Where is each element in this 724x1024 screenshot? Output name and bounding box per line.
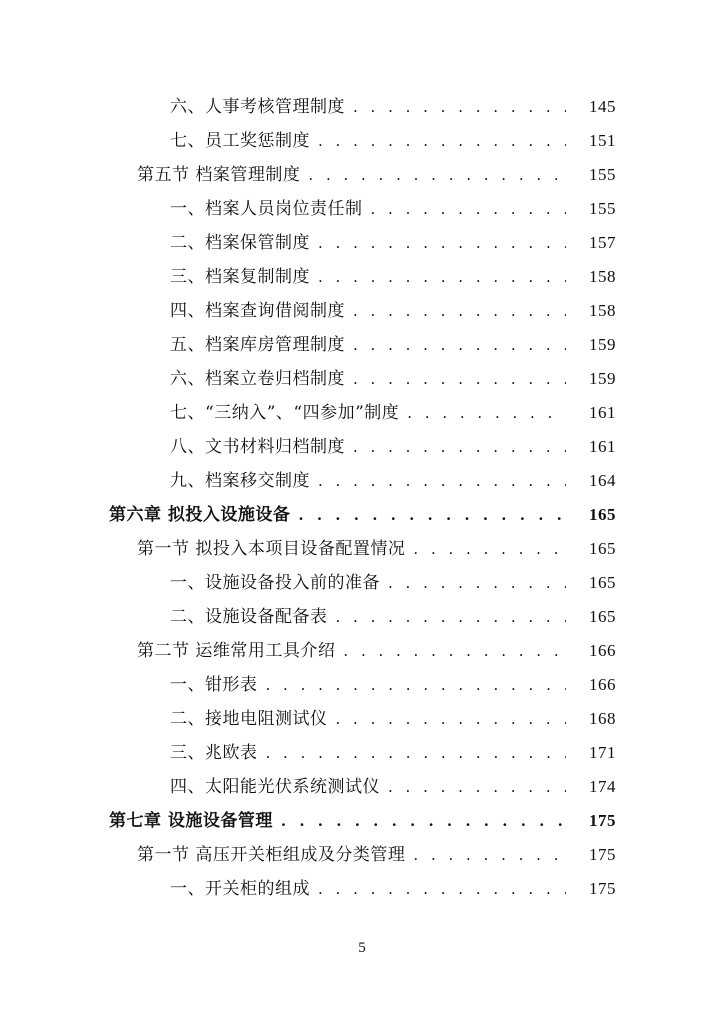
- toc-entry-item[interactable]: [0, 770, 724, 804]
- toc-entry-page-number: 159: [589, 335, 616, 354]
- dot-leader: [388, 566, 566, 600]
- toc-entry-label: 第二节 运维常用工具介绍: [137, 641, 336, 661]
- toc-entry-page-number: 165: [589, 573, 616, 592]
- toc-entry-page-number: 174: [589, 777, 616, 796]
- toc-entry-item[interactable]: [0, 226, 724, 260]
- toc-entry-item[interactable]: [0, 872, 724, 906]
- dot-leader: [298, 498, 566, 532]
- dot-leader: [353, 328, 566, 362]
- dot-leader: [308, 158, 566, 192]
- dot-leader: [318, 226, 566, 260]
- dot-leader: [281, 804, 566, 838]
- toc-entry-page-number: 166: [589, 641, 616, 660]
- toc-entry-page-number: 175: [589, 811, 616, 830]
- toc-entry-label: 第七章 设施设备管理: [109, 811, 273, 831]
- toc-entry-item[interactable]: [0, 600, 724, 634]
- toc-entry-label: 四、太阳能光伏系统测试仪: [170, 777, 380, 797]
- toc-entry-label: 七、“三纳入”、“四参加”制度: [170, 403, 400, 423]
- dot-leader: [266, 668, 567, 702]
- dot-leader: [388, 770, 566, 804]
- toc-entry-item[interactable]: [0, 396, 724, 430]
- toc-entry-item[interactable]: [0, 124, 724, 158]
- toc-entry-page-number: 171: [589, 743, 616, 762]
- toc-entry-label: 五、档案库房管理制度: [170, 335, 345, 355]
- toc-entry-item[interactable]: [0, 294, 724, 328]
- toc-entry-label: 第一节 高压开关柜组成及分类管理: [137, 845, 406, 865]
- dot-leader: [318, 124, 566, 158]
- toc-entry-label: 二、设施设备配备表: [170, 607, 328, 627]
- toc-entry-section[interactable]: [0, 158, 724, 192]
- toc-entry-item[interactable]: [0, 260, 724, 294]
- toc-entry-item[interactable]: [0, 668, 724, 702]
- page-number: 5: [358, 940, 366, 956]
- dot-leader: [318, 260, 566, 294]
- toc-entry-label: 七、员工奖惩制度: [170, 131, 310, 151]
- toc-entry-page-number: 145: [589, 97, 616, 116]
- toc-entry-page-number: 157: [589, 233, 616, 252]
- toc-entry-section[interactable]: [0, 838, 724, 872]
- toc-entry-page-number: 161: [589, 437, 616, 456]
- toc-entry-label: 第五节 档案管理制度: [137, 165, 301, 185]
- toc-entry-item[interactable]: [0, 566, 724, 600]
- dot-leader: [353, 362, 566, 396]
- dot-leader: [336, 702, 567, 736]
- toc-entry-chapter[interactable]: [0, 498, 724, 532]
- toc-entry-item[interactable]: [0, 362, 724, 396]
- toc-entry-page-number: 151: [589, 131, 616, 150]
- dot-leader: [318, 464, 566, 498]
- toc-entry-chapter[interactable]: [0, 804, 724, 838]
- toc-entry-page-number: 158: [589, 301, 616, 320]
- toc-entry-page-number: 164: [589, 471, 616, 490]
- toc-entry-page-number: 155: [589, 199, 616, 218]
- toc-entry-label: 三、兆欧表: [170, 743, 258, 763]
- dot-leader: [353, 430, 566, 464]
- toc-entry-label: 第六章 拟投入设施设备: [109, 505, 291, 525]
- toc-entry-label: 一、开关柜的组成: [170, 879, 310, 899]
- dot-leader: [353, 294, 566, 328]
- dot-leader: [336, 600, 567, 634]
- toc-entry-item[interactable]: [0, 328, 724, 362]
- toc-entry-item[interactable]: [0, 736, 724, 770]
- dot-leader: [318, 872, 566, 906]
- toc-entry-label: 六、人事考核管理制度: [170, 97, 345, 117]
- toc-entry-item[interactable]: [0, 430, 724, 464]
- toc-entry-page-number: 168: [589, 709, 616, 728]
- toc-entry-label: 一、钳形表: [170, 675, 258, 695]
- toc-entry-page-number: 165: [589, 505, 616, 524]
- toc-entry-page-number: 166: [589, 675, 616, 694]
- toc-entry-item[interactable]: [0, 464, 724, 498]
- toc-entry-label: 九、档案移交制度: [170, 471, 310, 491]
- dot-leader: [371, 192, 567, 226]
- toc-entry-page-number: 165: [589, 607, 616, 626]
- toc-entry-page-number: 159: [589, 369, 616, 388]
- toc-entry-page-number: 175: [589, 845, 616, 864]
- toc-entry-item[interactable]: [0, 702, 724, 736]
- dot-leader: [413, 532, 566, 566]
- table-of-contents: [0, 90, 724, 906]
- toc-entry-label: 一、档案人员岗位责任制: [170, 199, 363, 219]
- dot-leader: [266, 736, 567, 770]
- toc-entry-label: 四、档案查询借阅制度: [170, 301, 345, 321]
- toc-entry-page-number: 158: [589, 267, 616, 286]
- toc-entry-section[interactable]: [0, 634, 724, 668]
- toc-entry-section[interactable]: [0, 532, 724, 566]
- toc-entry-item[interactable]: [0, 192, 724, 226]
- toc-entry-page-number: 175: [589, 879, 616, 898]
- dot-leader: [407, 396, 566, 430]
- toc-entry-page-number: 165: [589, 539, 616, 558]
- toc-entry-label: 八、文书材料归档制度: [170, 437, 345, 457]
- toc-entry-item[interactable]: [0, 90, 724, 124]
- toc-entry-label: 二、接地电阻测试仪: [170, 709, 328, 729]
- toc-entry-label: 二、档案保管制度: [170, 233, 310, 253]
- toc-entry-label: 三、档案复制制度: [170, 267, 310, 287]
- toc-entry-label: 第一节 拟投入本项目设备配置情况: [137, 539, 406, 559]
- toc-entry-label: 一、设施设备投入前的准备: [170, 573, 380, 593]
- toc-entry-label: 六、档案立卷归档制度: [170, 369, 345, 389]
- toc-entry-page-number: 161: [589, 403, 616, 422]
- dot-leader: [413, 838, 566, 872]
- dot-leader: [343, 634, 566, 668]
- toc-entry-page-number: 155: [589, 165, 616, 184]
- dot-leader: [353, 90, 566, 124]
